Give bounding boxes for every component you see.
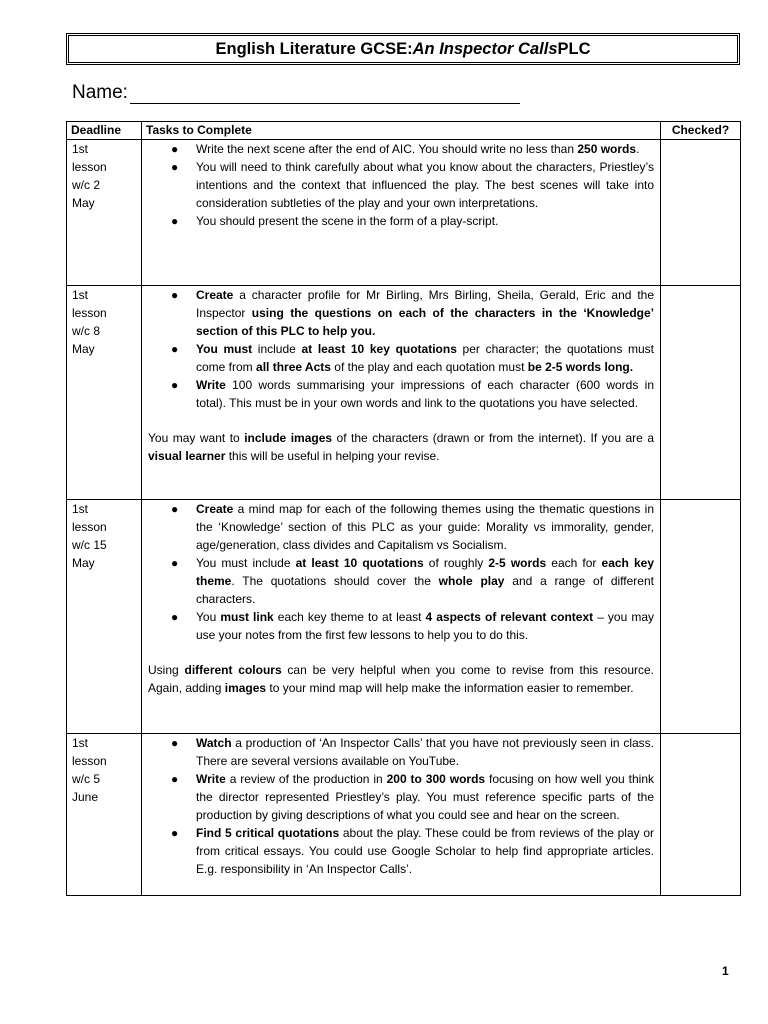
task-text: Write the next scene after the end of AIC. You should write no less than: [196, 142, 578, 156]
deadline-line: May: [72, 556, 95, 570]
deadline-cell: [67, 140, 142, 286]
task-text: about the play. These could be from reviews of the play or from critical essays. You could use Google Scholar to help find appropriate articles. E.g. responsibility in ‘An Inspector Calls’.: [196, 826, 654, 876]
header-checked: Checked?: [661, 122, 741, 140]
deadline-line: 1st: [72, 736, 89, 750]
task-text-bold: each key theme: [196, 556, 654, 588]
table-row: [67, 500, 741, 734]
task-item: [171, 824, 654, 878]
deadline-line: 1st: [72, 502, 89, 516]
note-text-bold: images: [224, 681, 267, 695]
tasks-cell: [142, 286, 661, 500]
task-text-bold: whole play: [438, 574, 505, 588]
task-item: [171, 608, 654, 644]
bullet-icon: ●: [171, 214, 179, 228]
bullet-icon: ●: [171, 556, 179, 570]
task-text-bold: all three Acts: [256, 360, 331, 374]
task-text: You will need to think carefully about what you know about the characters, Priestley’s intentions and the context that influenced the play. The best scenes will take into consideration subtleties of the play and your own interpretations.: [196, 160, 654, 210]
deadline-line: w/c 2: [72, 178, 101, 192]
task-text: a production of ‘An Inspector Calls’ that you have not previously seen in class. There are several versions available on YouTube.: [196, 736, 654, 768]
task-text: You should present the scene in the form of a play-script.: [196, 214, 499, 228]
task-text: 100 words summarising your impressions of each character (600 words in total). This must be in your own words and link to the quotations you have selected.: [196, 378, 654, 410]
task-text-bold: Create: [196, 288, 234, 302]
checked-cell[interactable]: [661, 140, 741, 286]
task-text: include: [252, 342, 302, 356]
task-note: [148, 429, 654, 465]
task-item: [171, 554, 654, 608]
deadline-line: lesson: [72, 520, 107, 534]
task-text-bold: 4 aspects of relevant context: [425, 610, 594, 624]
task-text: and a range of different characters.: [196, 574, 654, 606]
title-prefix: English Literature GCSE:: [215, 39, 413, 58]
task-text: You must include: [196, 556, 296, 570]
task-list: [148, 734, 654, 878]
note-text: can be very helpful when you come to revise from this resource. Again, adding: [148, 663, 654, 695]
tasks-cell: [142, 500, 661, 734]
task-item: [171, 734, 654, 770]
task-item: [171, 140, 654, 158]
deadline-line: May: [72, 196, 95, 210]
bullet-icon: ●: [171, 736, 179, 750]
deadline-line: lesson: [72, 306, 107, 320]
name-blank-line[interactable]: [130, 85, 520, 104]
task-text: .: [636, 142, 640, 156]
deadline-line: lesson: [72, 754, 107, 768]
task-text-bold: Write: [196, 772, 226, 786]
task-note: [148, 661, 654, 697]
task-text: a mind map for each of the following themes using the thematic questions in the ‘Knowledge’ section of this PLC as your guide: Morality vs immorality, gender, age/generation, class divides and Capitalism vs Socialism.: [196, 502, 654, 552]
bullet-icon: ●: [171, 342, 179, 356]
checked-cell[interactable]: [661, 500, 741, 734]
deadline-line: May: [72, 342, 95, 356]
bullet-icon: ●: [171, 610, 179, 624]
task-text-bold: be 2-5 words long.: [527, 360, 634, 374]
task-text-bold: at least 10 key quotations: [301, 342, 457, 356]
note-text: of the characters (drawn or from the internet). If you are a: [332, 431, 655, 445]
task-item: [171, 376, 654, 412]
note-text: You may want to: [148, 431, 245, 445]
note-text: Using: [148, 663, 185, 677]
task-item: [171, 158, 654, 212]
name-label: Name:: [72, 82, 128, 103]
table-row: [67, 286, 741, 500]
checked-cell[interactable]: [661, 734, 741, 896]
table-row: [67, 734, 741, 896]
tasks-table: [66, 121, 741, 896]
name-field: [72, 82, 520, 104]
page-number: 1: [722, 964, 729, 978]
document-title: [66, 33, 740, 65]
task-item: [171, 340, 654, 376]
task-text: a character profile for Mr Birling, Mrs Birling, Sheila, Gerald, Eric and the Inspector: [196, 288, 654, 320]
note-text: this will be useful in helping your revise.: [225, 449, 440, 463]
task-text: – you may use your notes from the first few lessons to help you to do this.: [196, 610, 654, 642]
deadline-line: June: [72, 790, 99, 804]
task-list: [148, 140, 654, 230]
task-text-bold: must link: [220, 610, 274, 624]
task-item: [171, 770, 654, 824]
note-text-bold: visual learner: [148, 449, 226, 463]
deadline-cell: [67, 734, 142, 896]
task-text-bold: Write: [196, 378, 226, 392]
note-text-bold: include images: [244, 431, 333, 445]
task-text-bold: Create: [196, 502, 234, 516]
task-text-bold: You must: [196, 342, 253, 356]
deadline-line: lesson: [72, 160, 107, 174]
task-text: each key theme to at least: [273, 610, 426, 624]
bullet-icon: ●: [171, 378, 179, 392]
task-text: of the play and each quotation must: [330, 360, 528, 374]
task-text: . The quotations should cover the: [231, 574, 439, 588]
task-text: per character; the quotations must come from: [196, 342, 654, 374]
task-item: [171, 286, 654, 340]
deadline-cell: [67, 286, 142, 500]
note-text-bold: different colours: [184, 663, 282, 677]
note-text: to your mind map will help make the information easier to remember.: [266, 681, 634, 695]
bullet-icon: ●: [171, 288, 179, 302]
tasks-cell: [142, 734, 661, 896]
table-header-row: [67, 122, 741, 140]
bullet-icon: ●: [171, 142, 179, 156]
header-tasks: Tasks to Complete: [142, 122, 661, 140]
task-text-bold: 2-5 words: [488, 556, 547, 570]
task-text: each for: [546, 556, 602, 570]
task-list: [148, 286, 654, 412]
task-text-bold: 200 to 300 words: [386, 772, 486, 786]
header-deadline: Deadline: [67, 122, 142, 140]
title-suffix: PLC: [557, 39, 591, 58]
task-text: focusing on how well you think the director represented Priestley’s play. You must reference specific parts of the production by giving descriptions of what you could see and hear on the screen.: [196, 772, 654, 822]
deadline-line: w/c 15: [72, 538, 107, 552]
tasks-cell: [142, 140, 661, 286]
deadline-cell: [67, 500, 142, 734]
task-text-bold: Find 5 critical quotations: [196, 826, 340, 840]
bullet-icon: ●: [171, 772, 179, 786]
task-text-bold: Watch: [196, 736, 232, 750]
table-body: [67, 140, 741, 896]
checked-cell[interactable]: [661, 286, 741, 500]
bullet-icon: ●: [171, 826, 179, 840]
task-text: of roughly: [423, 556, 489, 570]
bullet-icon: ●: [171, 160, 179, 174]
title-italic: An Inspector Calls: [412, 39, 558, 58]
deadline-line: w/c 5: [72, 772, 101, 786]
table-row: [67, 140, 741, 286]
deadline-line: w/c 8: [72, 324, 101, 338]
task-text: a review of the production in: [225, 772, 387, 786]
task-text-bold: 250 words: [577, 142, 637, 156]
task-text: You: [196, 610, 221, 624]
task-list: [148, 500, 654, 644]
deadline-line: 1st: [72, 142, 89, 156]
deadline-line: 1st: [72, 288, 89, 302]
task-item: [171, 212, 654, 230]
task-item: [171, 500, 654, 554]
task-text-bold: using the questions on each of the characters in the ‘Knowledge’ section of this PLC to help you.: [196, 306, 654, 338]
bullet-icon: ●: [171, 502, 179, 516]
task-text-bold: at least 10 quotations: [295, 556, 424, 570]
